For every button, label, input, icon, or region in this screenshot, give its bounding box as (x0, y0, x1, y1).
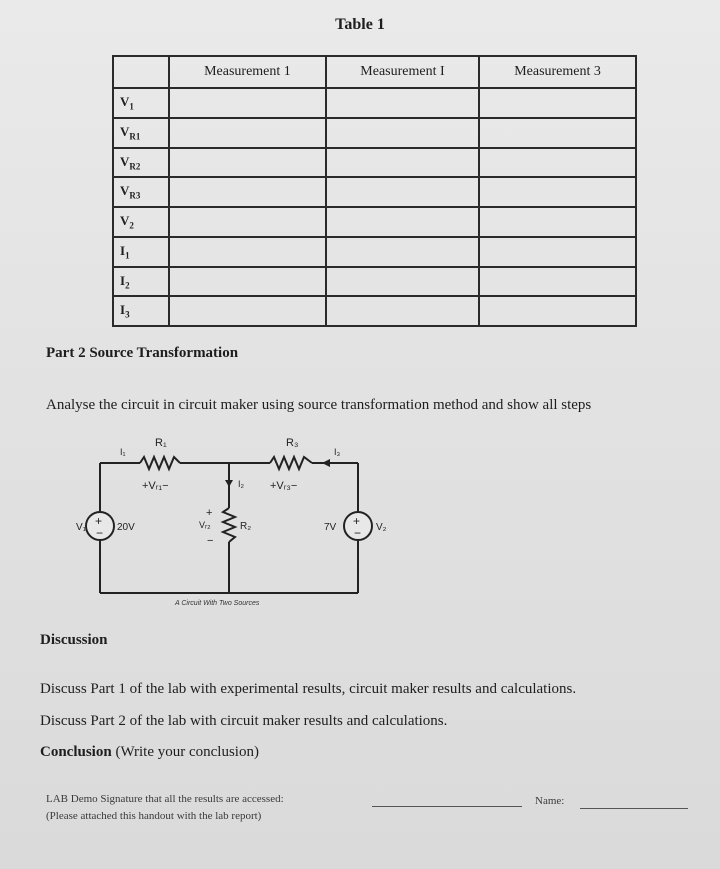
row-label (113, 237, 169, 267)
row-label-base: V (120, 123, 130, 139)
conclusion-heading: Conclusion (40, 744, 112, 760)
measurement-cell[interactable] (326, 207, 479, 237)
row-label-subscript: 3 (125, 309, 130, 320)
measurement-cell[interactable] (169, 88, 326, 118)
measurement-cell[interactable] (169, 207, 326, 237)
row-label-subscript: 1 (129, 101, 134, 112)
discussion-item-1: Discuss Part 1 of the lab with experimental results, circuit maker results and calculations. (40, 681, 577, 697)
table-row (113, 177, 636, 207)
i2-arrow-icon (225, 480, 233, 487)
measurement-cell[interactable] (326, 267, 479, 297)
i2-label: I₂ (238, 479, 244, 489)
r3-resistor (270, 457, 312, 469)
i3-arrow-icon (322, 459, 330, 467)
r2-resistor (223, 508, 235, 542)
signature-line-1: LAB Demo Signature that all the results are accessed: (46, 793, 284, 805)
row-label-base: V (120, 183, 130, 199)
row-label (113, 207, 169, 237)
row-label-base: I (120, 242, 126, 258)
table-header-measurement-2: Measurement I (326, 56, 479, 88)
part2-instruction: Analyse the circuit in circuit maker using source transformation method and show all steps (46, 397, 592, 413)
svg-text:+: + (353, 514, 361, 528)
table-row (113, 118, 636, 148)
measurement-cell[interactable] (169, 148, 326, 178)
conclusion-prompt: (Write your conclusion) (115, 744, 259, 760)
circuit-diagram (76, 430, 400, 610)
measurement-cell[interactable] (326, 296, 479, 326)
table-title: Table 1 (335, 16, 385, 33)
v1-label: V₁ (76, 522, 87, 533)
svg-text:−: − (354, 526, 362, 540)
measurement-cell[interactable] (169, 296, 326, 326)
table-row (113, 148, 636, 178)
row-label-subscript: 2 (129, 220, 134, 231)
table-row (113, 88, 636, 118)
v2-label: V₂ (376, 522, 387, 533)
r1-label: R₁ (155, 437, 167, 449)
measurement-cell[interactable] (326, 177, 479, 207)
table-header-row (113, 56, 636, 88)
i3-label: I₃ (334, 447, 341, 457)
measurement-cell[interactable] (479, 207, 636, 237)
table-row (113, 267, 636, 297)
source1-value: 20V (117, 522, 135, 533)
vr3-label: +Vᵣ₃− (270, 480, 298, 492)
table-header-corner (113, 56, 169, 88)
vr2-label: Vᵣ₂ (199, 520, 211, 530)
row-label (113, 118, 169, 148)
r1-resistor (140, 457, 180, 469)
conclusion-line (40, 744, 259, 761)
table-header-measurement-1: Measurement 1 (169, 56, 326, 88)
row-label-base: V (120, 94, 130, 110)
discussion-item-2: Discuss Part 2 of the lab with circuit maker results and calculations. (40, 713, 448, 729)
row-label-base: V (120, 213, 130, 229)
row-label-base: I (120, 272, 126, 288)
table-header-measurement-3: Measurement 3 (479, 56, 636, 88)
measurement-cell[interactable] (326, 88, 479, 118)
measurement-cell[interactable] (479, 177, 636, 207)
i1-label: I₁ (120, 447, 126, 457)
measurement-cell[interactable] (169, 267, 326, 297)
measurement-cell[interactable] (326, 237, 479, 267)
row-label-base: I (120, 302, 126, 318)
measurement-cell[interactable] (169, 237, 326, 267)
measurement-cell[interactable] (169, 118, 326, 148)
measurement-cell[interactable] (169, 177, 326, 207)
row-label (113, 267, 169, 297)
measurement-cell[interactable] (479, 118, 636, 148)
measurement-cell[interactable] (479, 237, 636, 267)
svg-text:+: + (206, 507, 213, 519)
part2-heading: Part 2 Source Transformation (46, 345, 239, 361)
measurement-cell[interactable] (326, 148, 479, 178)
row-label-subscript: 1 (125, 250, 130, 261)
circuit-caption: A Circuit With Two Sources (175, 600, 260, 607)
table-row (113, 207, 636, 237)
name-label: Name: (535, 795, 565, 807)
name-field[interactable] (580, 808, 688, 809)
row-label (113, 88, 169, 118)
measurement-cell[interactable] (479, 148, 636, 178)
table-row (113, 296, 636, 326)
measurement-cell[interactable] (479, 267, 636, 297)
row-label-subscript: R1 (129, 131, 141, 142)
row-label-base: V (120, 153, 130, 169)
row-label-subscript: R3 (129, 190, 141, 201)
signature-line-2: (Please attached this handout with the lab report) (46, 810, 262, 822)
measurement-cell[interactable] (326, 118, 479, 148)
svg-text:−: − (96, 526, 104, 540)
signature-field[interactable] (372, 806, 522, 807)
svg-text:+: + (95, 514, 103, 528)
vr1-label: +Vᵣ₁− (142, 480, 169, 492)
row-label (113, 296, 169, 326)
table-row (113, 237, 636, 267)
measurement-table (112, 55, 637, 327)
row-label-subscript: R2 (129, 161, 141, 172)
r3-label: R₃ (286, 437, 299, 449)
svg-text:−: − (207, 535, 214, 547)
measurement-cell[interactable] (479, 88, 636, 118)
discussion-heading: Discussion (40, 632, 108, 648)
row-label (113, 148, 169, 178)
source2-value: 7V (324, 522, 337, 533)
measurement-cell[interactable] (479, 296, 636, 326)
row-label-subscript: 2 (125, 280, 130, 291)
r2-label: R₂ (240, 521, 252, 532)
row-label (113, 177, 169, 207)
